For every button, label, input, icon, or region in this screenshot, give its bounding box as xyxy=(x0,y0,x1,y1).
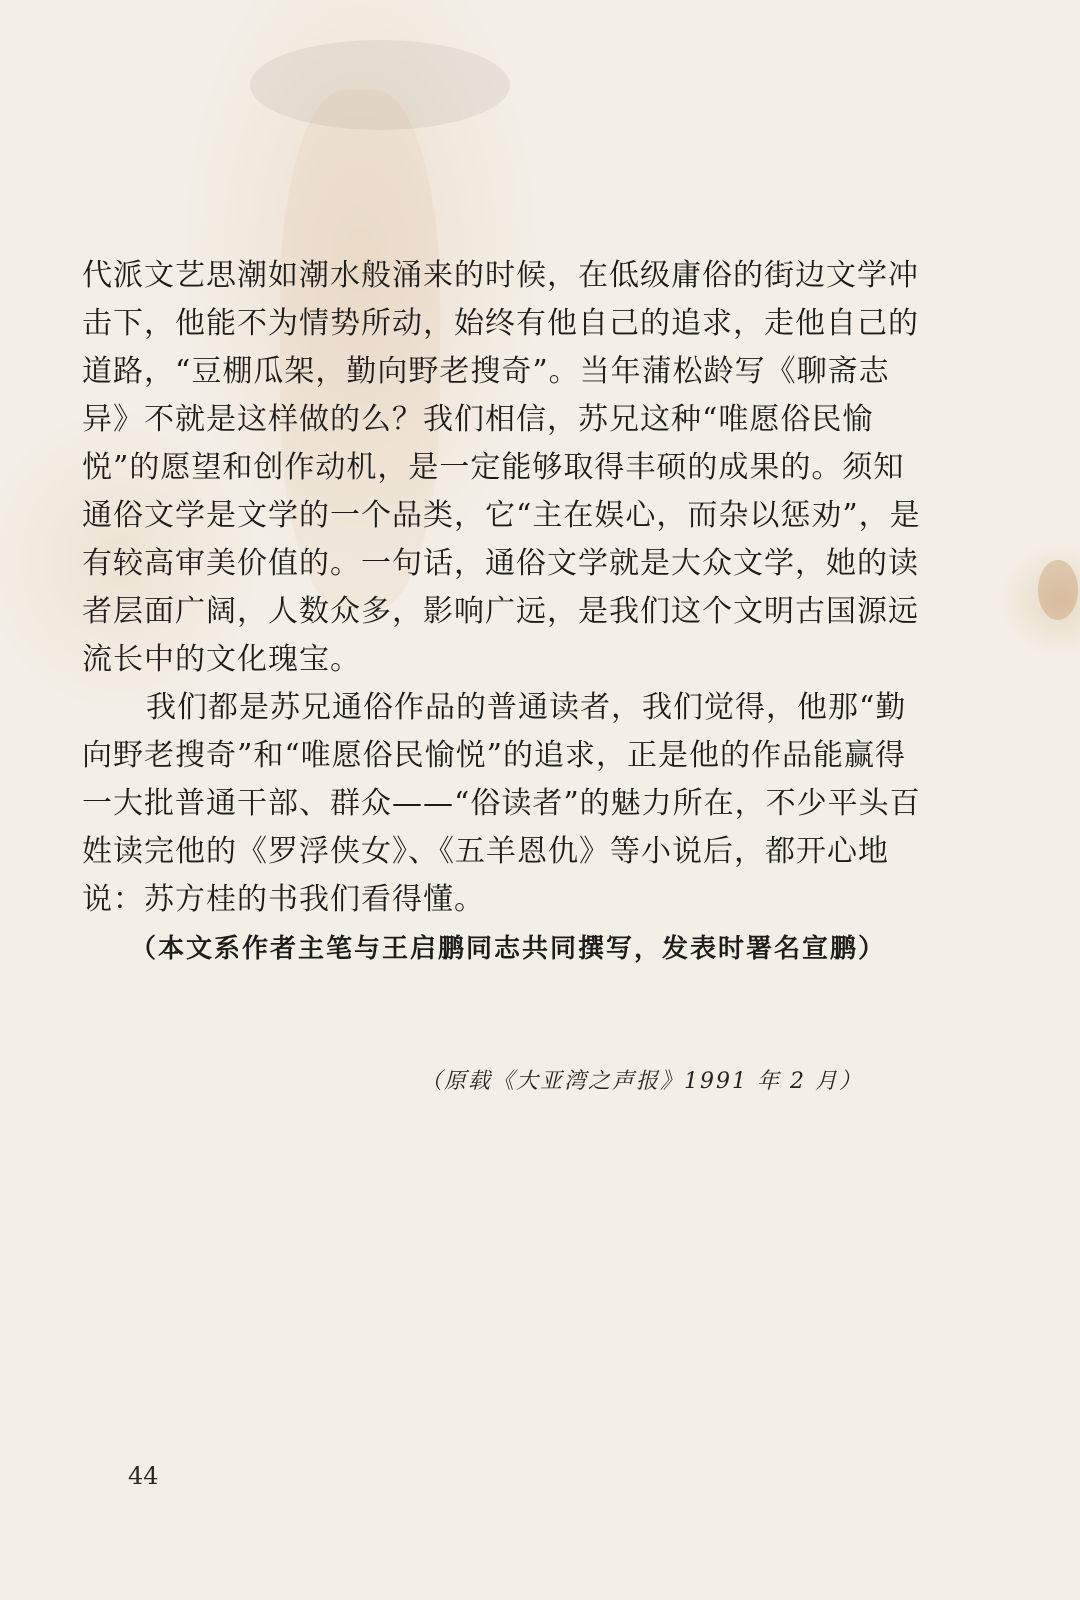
article-body xyxy=(82,252,922,974)
paper-stain xyxy=(1038,560,1078,620)
paper-stain xyxy=(250,40,510,130)
page-number: 44 xyxy=(128,1462,159,1490)
authorship-note: （本文系作者主笔与王启鹏同志共同撰写，发表时署名宣鹏） xyxy=(130,934,887,964)
paragraph-2: 我们都是苏兄通俗作品的普通读者，我们觉得，他那“勤向野老搜奇”和“唯愿俗民愉悦”的追求，正是他的作品能赢得一大批普通干部、群众——“俗读者”的魅力所在，不少平头百姓读完他的《罗浮侠女》、《五羊恩仇》等小说后，都开心地说：苏方桂的书我们看得懂。 xyxy=(82,690,921,917)
source-citation: （原载《大亚湾之声报》1991 年 2 月） xyxy=(420,1069,863,1094)
paragraph-1: 代派文艺思潮如潮水般涌来的时候，在低级庸俗的街边文学冲击下，他能不为情势所动，始终有他自己的追求，走他自己的道路，“豆棚瓜架，勤向野老搜奇”。当年蒲松龄写《聊斋志异》不就是这样做的么？我们相信，苏兄这种“唯愿俗民愉悦”的愿望和创作动机，是一定能够取得丰硕的成果的。须知通俗文学是文学的一个品类，它“主在娱心，而杂以惩劝”，是有较高审美价值的。一句话，通俗文学就是大众文学，她的读者层面广阔，人数众多，影响广远，是我们这个文明古国源远流长中的文化瑰宝。 xyxy=(82,258,921,677)
